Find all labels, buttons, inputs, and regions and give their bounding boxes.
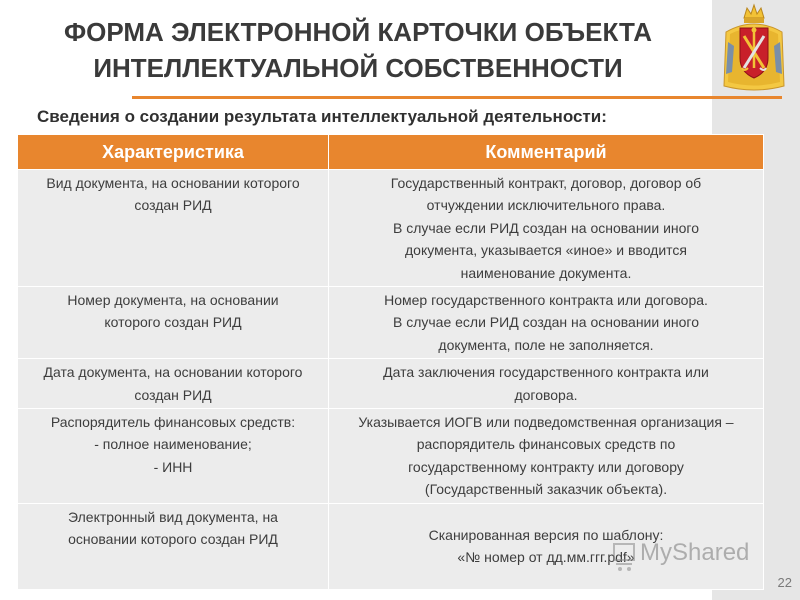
- text-line: которого создан РИД: [104, 314, 242, 331]
- slide-title-line-2: ИНТЕЛЛЕКТУАЛЬНОЙ СОБСТВЕННОСТИ: [93, 53, 623, 83]
- text-line: Вид документа, на основании которого: [46, 175, 300, 191]
- table-row: [18, 359, 764, 409]
- row-characteristic: [18, 170, 329, 287]
- slide-title: [20, 14, 696, 86]
- text-line: отчуждении исключительного права.: [426, 197, 666, 214]
- table-header-row: [18, 135, 764, 170]
- header-characteristic: Характеристика: [18, 135, 329, 170]
- text-line: Дата документа, на основании которого: [43, 364, 303, 381]
- text-line: Сканированная версия по шаблону:: [428, 526, 664, 543]
- section-subheading: Сведения о создании результата интеллектуальной деятельности:: [37, 107, 607, 126]
- title-underline: [132, 96, 782, 99]
- text-line: документа, поле не заполняется.: [438, 336, 654, 353]
- text-line: договора.: [514, 386, 578, 403]
- text-line: Государственный контракт, договор, договор об: [390, 175, 702, 191]
- text-line: наименование документа.: [460, 264, 632, 281]
- text-line: В случае если РИД создан на основании иного: [392, 314, 700, 331]
- text-line: Электронный вид документа, на: [68, 508, 278, 525]
- text-line: государственному контракту или договору: [408, 458, 684, 475]
- row-characteristic: [18, 359, 329, 409]
- text-line: создан РИД: [134, 386, 212, 403]
- text-line: Дата заключения государственного контракта или: [383, 364, 709, 381]
- watermark-text: MyShared: [640, 539, 750, 566]
- text-line: основании которого создан РИД: [68, 531, 278, 548]
- text-line: Распорядитель финансовых средств:: [50, 414, 296, 431]
- text-line: создан РИД: [134, 197, 212, 214]
- row-characteristic: [18, 503, 329, 589]
- row-comment: [329, 287, 764, 359]
- text-line: «№ номер от дд.мм.ггг.pdf»: [457, 549, 635, 566]
- row-characteristic: [18, 409, 329, 504]
- row-comment: [329, 359, 764, 409]
- ip-card-table: [17, 134, 764, 590]
- text-line: Номер государственного контракта или договора.: [384, 292, 708, 309]
- text-line: Указывается ИОГВ или подведомственная организация –: [358, 414, 734, 431]
- row-comment: [329, 170, 764, 287]
- page-number: 22: [777, 575, 792, 590]
- header-comment: Комментарий: [329, 135, 764, 170]
- text-line: (Государственный заказчик объекта).: [424, 481, 668, 498]
- text-line: Номер документа, на основании: [67, 292, 279, 309]
- slide-title-line-1: ФОРМА ЭЛЕКТРОННОЙ КАРТОЧКИ ОБЪЕКТА: [63, 17, 653, 47]
- text-line: распорядитель финансовых средств по: [416, 436, 676, 453]
- text-line: документа, указывается «иное» и вводится: [404, 242, 688, 259]
- text-line: В случае если РИД создан на основании иного: [392, 219, 700, 236]
- text-line: - полное наименование;: [94, 436, 252, 453]
- table-row: [18, 170, 764, 287]
- text-line: - ИНН: [153, 458, 193, 475]
- table-row: [18, 287, 764, 359]
- table-row: [18, 409, 764, 504]
- row-comment: [329, 409, 764, 504]
- row-characteristic: [18, 287, 329, 359]
- st-petersburg-coat-of-arms-icon: [720, 2, 788, 92]
